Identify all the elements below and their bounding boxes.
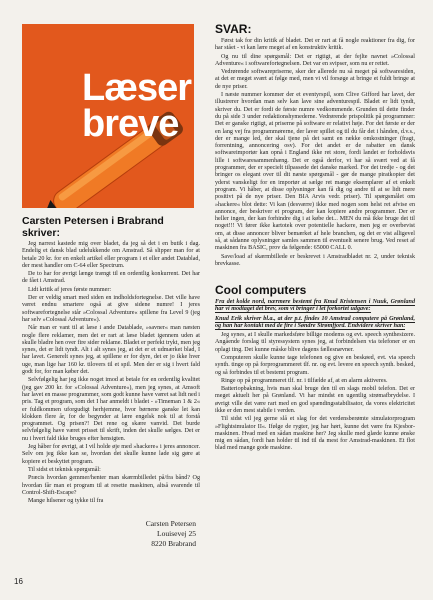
svar-heading: SVAR: xyxy=(215,22,252,36)
cool-body xyxy=(215,332,415,453)
svar-paragraph: I næste nummer kommer der et eventyrspil, som Clive Gifford har lavet, der illustrerer hvordan man selv kan lave sine adventurespil. Bladet er lidt tyndt, skriver du. Det er fordi de første numre vedkommende. Grunden til dette finder du på side 3 under redaktionshymederne. Vedrørende prispolitik på programmer: Det er ganske rigtigt, at priserne på software er relativt høje. For det første er der en lang vej fra programmørerne, der laver spillet og til du får det i hånden, d.v.s., der er mange led, der skal tjene på det samt en række omkostninger (fragt, forrentning, annoncering osv). For det andet er de rabatter en dansk softwareimportør kan opnå i England ikke ret store, fordi landet er forholdsvis lille i softwaresammenhæng. Det er også derfor, vi har så svært ved at få programmer, der er specielt tilpassede det danske marked. For det tredje - og det bringer os elegant over til dit næste spørgsmål - gør de mange piratkopier det yderst vanskeligt for en importør at sælge ret mange eksemplarer af et enkelt program. Vi håber, at disse oplysninger kan få dig og andre til at se lidt mere positivt på de nye priser. Den BIA Arvis vedr. priser). Til spørgsmålet om »hackere« blot dette: Vi kan (desværre) ikke med nogen som helst ret afvise en annonce, der beskriver et program, der kan kopiere andre programmer. Der er heller ingen, der kan forhindre dig i at købe det... MEN du må ikke bruge det til noget!!! Vi fører ikke kartotek over potentielle hackere, men jeg er overbevist om, at disse annoncer bliver bemærket af hele branchen, og det er vist alligevel så, at sådanne oplysninger samles sammen til eventuelt senere brug. Ved reset af maskinen fra BASIC, prov da følgende: 65000 CALL 0. xyxy=(215,92,415,252)
letter-paragraph: Mange hilsener og tykke til fra xyxy=(28,498,104,505)
letter-paragraph: Der er veldig smart med siden en indholdsfortegnelse. Det ville have været endnu smartere også at give sidene numre! I jeres softwarefortegnelse står »Colossal Adventure« spillene fra Level 9 (jeg har selv »Colossal Adventure«). xyxy=(22,295,200,323)
svar-paragraph: Og nu til dine spørgsmål: Det er rigtigt, at der fejlte navnet »Colossal Adventure« i softwarefortegnelsen. Det var en svipser, som nu er rettet. xyxy=(215,53,415,67)
letter-paragraph: Lidt kritik af jeres første nummer: xyxy=(28,286,112,293)
svar-paragraph: Først tak for din kritik af bladet. Det er rart at få nogle reaktioner fra dig, for har stået - vi kan lære meget af en konstruktiv kritik. xyxy=(215,38,415,52)
left-column xyxy=(22,215,200,549)
letter-body xyxy=(22,241,200,505)
signature-city: 8220 Brabrand xyxy=(151,539,196,549)
cool-paragraph: Batteriopbakning, hvis man skal bruge den til en slags mobil telefon. Det er meget aktuelt her på Grønland. Vi har mindst en ugentlig strømafbrydelse. I øvrigt ville det være rart med en god spændingsstabilisator, da vores elektricitet ikke er den mest stabile i verden. xyxy=(215,386,415,414)
letter-heading: Carsten Petersen i Brabrand skriver: xyxy=(22,215,164,239)
right-column xyxy=(215,22,415,454)
cool-lead xyxy=(215,299,415,313)
letter-paragraph: De to har for øvrigt længe trængt til en ordentlig konkurrent. Det har de fået i Amstrad. xyxy=(22,271,200,285)
signature-street: Louisevej 25 xyxy=(157,529,196,539)
page-number: 16 xyxy=(14,577,23,586)
cool-lead-text: Fra det kolde nord, nærmere bestemt fra Knud Kristensen i Nuuk, Grønland har vi modtaget det brev, som vi bringer i let forkortet udgave: xyxy=(215,299,415,313)
cool-lead-text: Knud Erik skriver bl.a., at der p.t. findes 10 Amstrad computere på Grønland, og han har kontakt med de fire i Søndre Strømfjord. Endvidere skriver han: xyxy=(215,315,415,329)
signature-name: Carsten Petersen xyxy=(145,519,196,529)
letter-paragraph: Præcis hvordan gemmer/henter man skærmbilledet på/fra bånd? Og hvordan får man et program til at resette maskinen, altså svarende til Control-Shift-Escape? xyxy=(22,475,200,496)
letter-paragraph: Selvfølgelig har jeg ikke noget imod at betale for en ordentlig kvalitet (jeg gav 200 kr. for »Colossal Adventure«), men jeg synes, at Amsoft har lavet en masse programmer, som godt kunne have været sat lidt ned i pris. Tag et program, som det I har anmeldt i bladet - »Timeman 1 & 2« er fuldkommen uforgudigt herhjemme, hvor børnene ganske let kan klokken flere år, for de begynder at lære engelsk nok til at forstå programmet. Og prisen?! Det rene og skære vanvid. Det burde selvfølgelig have været prisset til skrift, inden det skulle sælges. Det er nu i hvert fald ikke bruges efter hensigten. xyxy=(22,377,200,442)
svar-paragraph: Vedrørende softwarepriserne, sker der allerede nu så meget på softwaresiden, at det er meget svært at følge med, men vi vil forsøge at bringe et fuldt bringe at de nye priser. xyxy=(215,69,415,90)
cool-lead xyxy=(215,316,415,330)
cool-paragraph: Ringe op på programmeret tlf. nr. i tilfælde af, at en alarm aktiveres. xyxy=(221,377,388,384)
cool-paragraph: Jeg synes, at I skulle markedsføre billige modems og evt. speech synthesizere. Angående forslag til styressystem synes jeg, at forbindelsen via telefoner er en oplagt ting. Det kunne måske blive dagens fællesnævner. xyxy=(215,332,415,353)
header-photo xyxy=(22,24,194,208)
svar-body xyxy=(215,38,415,268)
letter-paragraph: Når man er vant til at læse i ande Datablade, »savner« man næsten nogle flere reklamer, men det er rart at læse bladet igennem uden at skulle bladre hen over fire sider reklame. Bladet er perfekt trykt, men jeg synes, det er lidt tyndt. Alt i alt synes jeg, at det er et udmærket blad, I har lavet. Generelt synes jeg, at spillene er for dyre, det er jo ikke hver uge, man lige har 160 kr. tilovers til et spil. Men der er sig i hvert fald godt for, for man køber det. xyxy=(22,325,201,376)
letter-signature xyxy=(22,519,200,549)
photo-title: Læser breve xyxy=(82,67,192,145)
letter-paragraph: Jeg håber for øvrigt, at I vil holde øje med »hackere« i jeres annoncer. Selv om jeg ikke kan se, hvordan det skulle kunne lade sig gøre at kopiere et beskyttet program. xyxy=(22,444,200,465)
letter-paragraph: Jeg narrest kastede mig over bladet, da jeg så det i en butik i dag. Endelig et dansk blad udelukkende om Amstrad. Så slipper man for at betale 20 kr. for en enkelt artikel eller program i et eller andet Datablad, der mest handler om C-64 eller Spectrum. xyxy=(22,241,200,269)
cool-paragraph: Til sidst vil jeg gerne slå et slag for det verdensberømte simulatorprogram »Flightsimulator II«. Ifølge de rygter, jeg har hørt, kunne det være fra Kjesbor-maskinen. Hvad med en sådan maskine her? Jeg skulle med glæde kunne ønske mig en sådan, fordi han holder til ind til da mest for Amstrad-maskinen. Et flot blad med mange gode maskine. xyxy=(215,416,415,452)
svar-paragraph: Save/load af skærmbillede er beskrevet i Amstradbladet nr. 2, under teknisk brevkasse. xyxy=(215,253,415,267)
cool-paragraph: Computeren skulle kunne tage telefonen og give en beskøed, evt. via speech synth. tinge op på forprogrammeret tlf. nr. og evt. levere en speech synth. besked, og så forbindes til et bestemt program. xyxy=(215,354,415,376)
cool-heading: Cool computers xyxy=(215,283,307,298)
letter-paragraph: Til sidst et teknisk spørgsmål: xyxy=(28,466,101,473)
